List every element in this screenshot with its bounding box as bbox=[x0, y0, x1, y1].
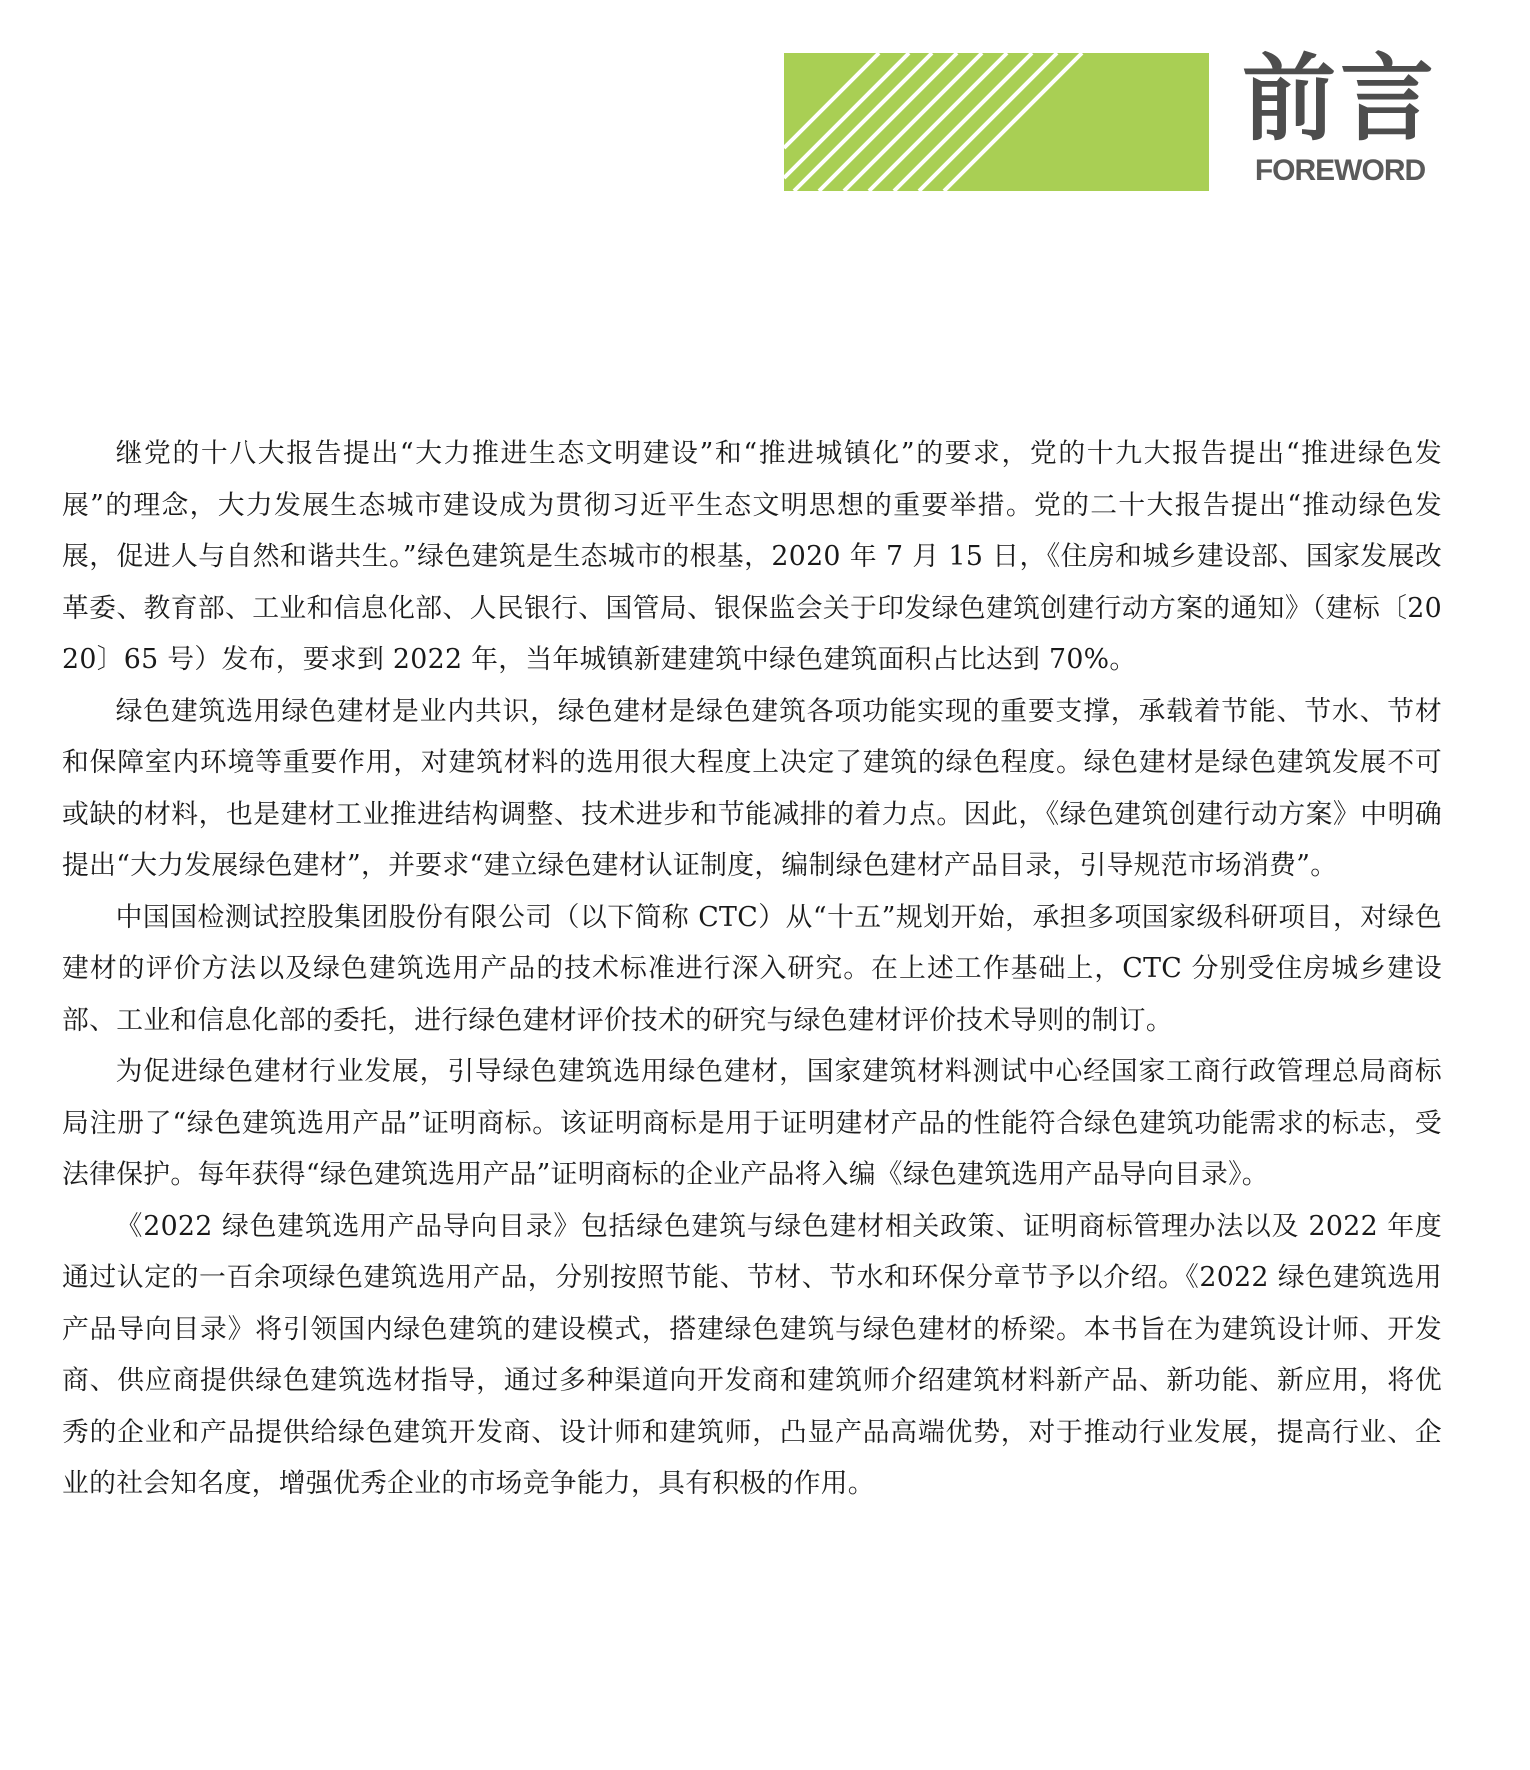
paragraph: 《2022 绿色建筑选用产品导向目录》包括绿色建筑与绿色建材相关政策、证明商标管理办法以及 2022 年度通过认定的一百余项绿色建筑选用产品，分别按照节能、节材、节水和环保分章节予以介绍。《2022 绿色建筑选用产品导向目录》将引领国内绿色建筑的建设模式，搭建绿色建筑与绿色建材的桥梁。本书旨在为建筑设计师、开发商、供应商提供绿色建筑选材指导，通过多种渠道向开发商和建筑师介绍建筑材料新产品、新功能、新应用，将优秀的企业和产品提供给绿色建筑开发商、设计师和建筑师，凸显产品高端优势，对于推动行业发展，提高行业、企业的社会知名度，增强优秀企业的市场竞争能力，具有积极的作用。 bbox=[62, 1210, 1442, 1499]
heading-chinese: 前言 bbox=[1241, 45, 1438, 154]
foreword-body bbox=[62, 428, 1442, 1510]
heading-english: FOREWORD bbox=[1254, 154, 1426, 187]
paragraph: 继党的十八大报告提出“大力推进生态文明建设”和“推进城镇化”的要求，党的十九大报告提出“推进绿色发展”的理念，大力发展生态城市建设成为贯彻习近平生态文明思想的重要举措。党的二十大报告提出“推动绿色发展，促进人与自然和谐共生。”绿色建筑是生态城市的根基，2020 年 7 月 15 日，《住房和城乡建设部、国家发展改革委、教育部、工业和信息化部、人民银行、国管局、银保监会关于印发绿色建筑创建行动方案的通知》（建标〔2020〕65 号）发布，要求到 2022 年，当年城镇新建建筑中绿色建筑面积占比达到 70%。 bbox=[62, 438, 1442, 675]
paragraph: 中国国检测试控股集团股份有限公司（以下简称 CTC）从“十五”规划开始，承担多项国家级科研项目，对绿色建材的评价方法以及绿色建筑选用产品的技术标准进行深入研究。在上述工作基础上，CTC 分别受住房城乡建设部、工业和信息化部的委托，进行绿色建材评价技术的研究与绿色建材评价技术导则的制订。 bbox=[62, 901, 1442, 1036]
page-heading bbox=[1240, 45, 1440, 188]
paragraph: 为促进绿色建材行业发展，引导绿色建筑选用绿色建材，国家建筑材料测试中心经国家工商行政管理总局商标局注册了“绿色建筑选用产品”证明商标。该证明商标是用于证明建材产品的性能符合绿色建筑功能需求的标志，受法律保护。每年获得“绿色建筑选用产品”证明商标的企业产品将入编《绿色建筑选用产品导向目录》。 bbox=[62, 1056, 1442, 1190]
header-banner bbox=[784, 53, 1209, 191]
paragraph: 绿色建筑选用绿色建材是业内共识，绿色建材是绿色建筑各项功能实现的重要支撑，承载着节能、节水、节材和保障室内环境等重要作用，对建筑材料的选用很大程度上决定了建筑的绿色程度。绿色建材是绿色建筑发展不可或缺的材料，也是建材工业推进结构调整、技术进步和节能减排的着力点。因此，《绿色建筑创建行动方案》中明确提出“大力发展绿色建材”，并要求“建立绿色建材认证制度，编制绿色建材产品目录，引导规范市场消费”。 bbox=[62, 695, 1442, 881]
diagonal-stripes-graphic bbox=[784, 53, 1209, 191]
